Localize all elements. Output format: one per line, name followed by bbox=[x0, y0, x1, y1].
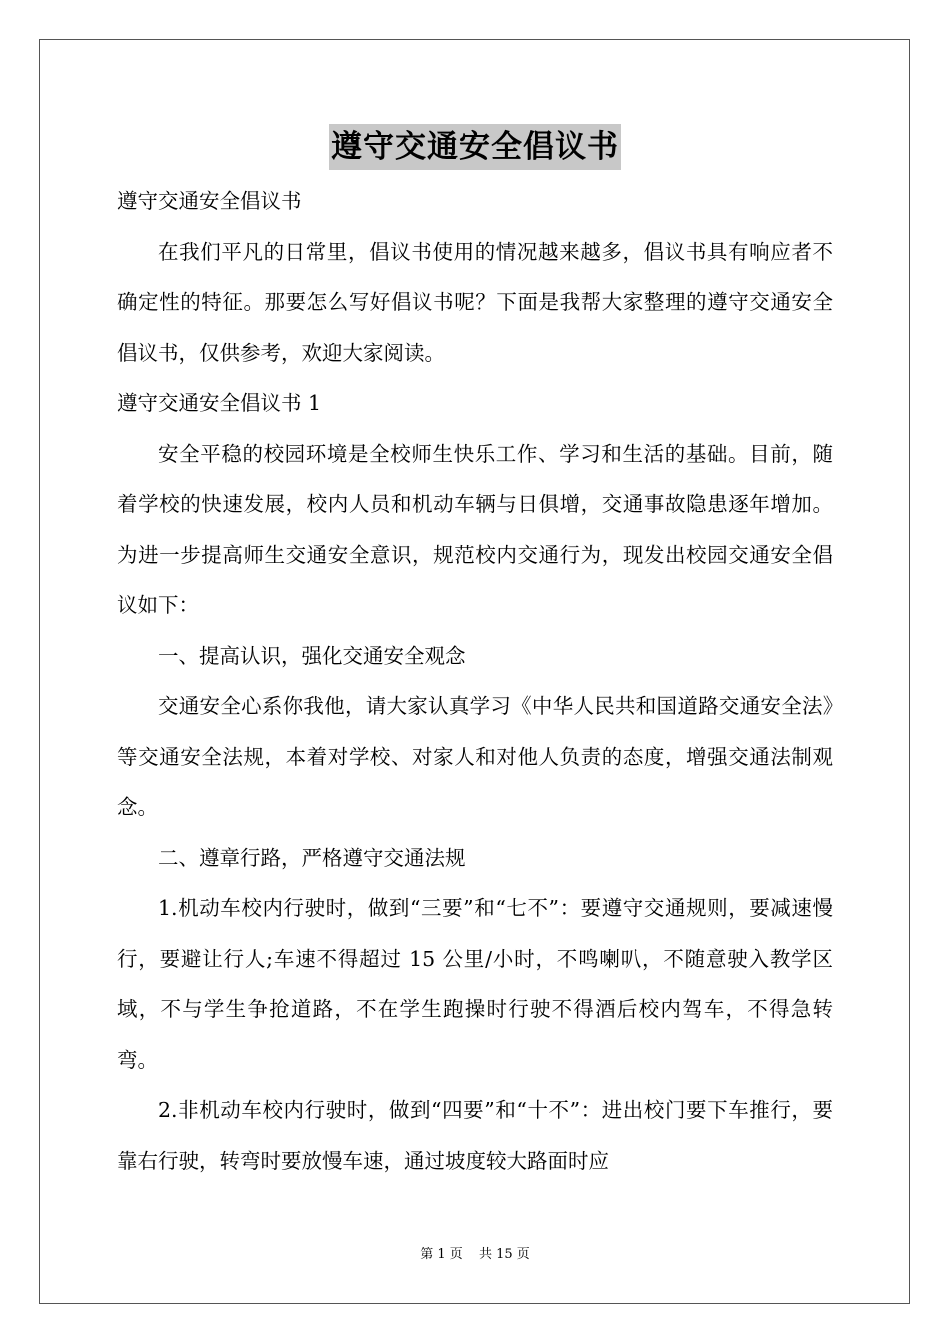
paragraph: 交通安全心系你我他，请大家认真学习《中华人民共和国道路交通安全法》等交通安全法规，本着对学校、对家人和对他人负责的态度，增强交通法制观念。 bbox=[117, 694, 833, 819]
section-heading: 二、遵章行路，严格遵守交通法规 bbox=[158, 845, 466, 870]
document-title: 遵守交通安全倡议书 bbox=[329, 124, 621, 170]
paragraph: 1.机动车校内行驶时，做到“三要”和“七不”：要遵守交通规则，要减速慢行，要避让行人;车速不得超过 15 公里/小时，不鸣喇叭，不随意驶入教学区域，不与学生争抢道路，不在学生跑操时行驶不得酒后校内驾车，不得急转弯。 bbox=[117, 896, 833, 1072]
page-total: 共 15 页 bbox=[478, 1247, 530, 1262]
paragraph: 在我们平凡的日常里，倡议书使用的情况越来越多，倡议书具有响应者不确定性的特征。那要怎么写好倡议书呢？下面是我帮大家整理的遵守交通安全倡议书，仅供参考，欢迎大家阅读。 bbox=[117, 239, 833, 365]
title-area bbox=[0, 124, 950, 170]
paragraph: 遵守交通安全倡议书 1 bbox=[117, 391, 322, 415]
paragraph: 安全平稳的校园环境是全校师生快乐工作、学习和生活的基础。目前，随着学校的快速发展，校内人员和机动车辆与日俱增，交通事故隐患逐年增加。为进一步提高师生交通安全意识，规范校内交通行为，现发出校园交通安全倡议如下： bbox=[117, 441, 833, 617]
section-heading: 一、提高认识，强化交通安全观念 bbox=[158, 643, 466, 668]
page-footer bbox=[0, 1245, 950, 1265]
page-number: 第 1 页 bbox=[420, 1247, 463, 1262]
paragraph: 2.非机动车校内行驶时，做到“四要”和“十不”：进出校门要下车推行，要靠右行驶，转弯时要放慢车速，通过坡度较大路面时应 bbox=[117, 1098, 833, 1173]
document-body bbox=[117, 176, 833, 1186]
paragraph: 遵守交通安全倡议书 bbox=[117, 189, 302, 213]
